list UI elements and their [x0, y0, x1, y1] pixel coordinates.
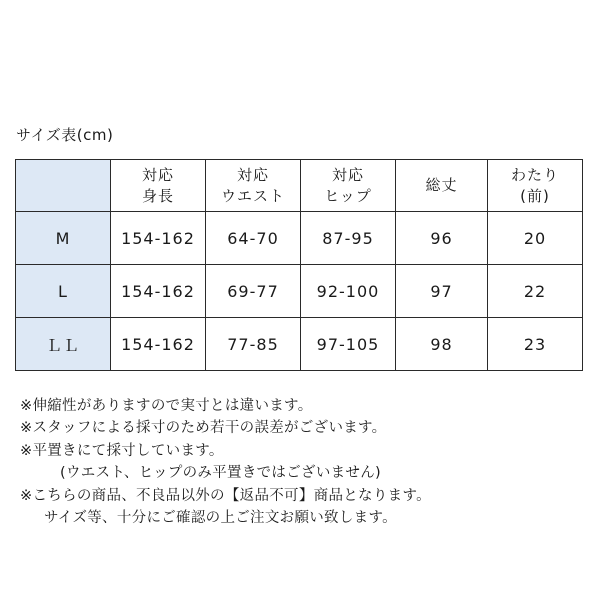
corner-cell: [16, 160, 111, 212]
table-row: [16, 318, 583, 371]
header-height-line2: 身長: [141, 186, 174, 205]
waist-cell: 77-85: [206, 318, 301, 371]
waist-cell: 64-70: [206, 212, 301, 265]
size-label: ＬＬ: [16, 318, 111, 371]
header-hip: [301, 160, 396, 212]
length-cell: 96: [396, 212, 488, 265]
size-label: M: [16, 212, 111, 265]
header-length-line1: 総丈: [425, 176, 458, 194]
note-item: サイズ等、十分にご確認の上ご注文お願い致します。: [44, 510, 397, 527]
length-cell: 97: [396, 265, 488, 318]
length-cell: 98: [396, 318, 488, 371]
page-title: サイズ表(cm): [16, 126, 114, 144]
note-item: ※伸縮性がありますので実寸とは違います。: [20, 398, 313, 414]
note-item: (ウエスト、ヒップのみ平置きではございません): [60, 465, 381, 482]
header-waist-line1: 対応: [236, 165, 269, 184]
header-height: [111, 160, 206, 212]
hip-cell: 87-95: [301, 212, 396, 265]
table-row: [16, 212, 583, 265]
header-thigh: [488, 160, 583, 212]
header-hip-line2: ヒップ: [324, 186, 372, 205]
header-length: [396, 160, 488, 212]
height-cell: 154-162: [111, 318, 206, 371]
thigh-cell: 20: [488, 212, 583, 265]
thigh-cell: 23: [488, 318, 583, 371]
table-row: [16, 265, 583, 318]
notes: [20, 395, 431, 529]
note-item: ※平置きにて採寸しています。: [20, 442, 224, 459]
waist-cell: 69-77: [206, 265, 301, 318]
header-hip-line1: 対応: [331, 165, 364, 184]
header-waist-line2: ウエスト: [220, 186, 285, 205]
header-thigh-line1: わたり: [510, 165, 559, 184]
note-item: ※こちらの商品、不良品以外の【返品不可】商品となります。: [20, 487, 431, 504]
size-label: L: [16, 265, 111, 318]
hip-cell: 97-105: [301, 318, 396, 371]
header-row: [16, 160, 583, 212]
header-waist: [206, 160, 301, 212]
height-cell: 154-162: [111, 265, 206, 318]
size-table: [15, 159, 583, 371]
note-item: ※スタッフによる採寸のため若干の誤差がございます。: [20, 420, 387, 437]
thigh-cell: 22: [488, 265, 583, 318]
height-cell: 154-162: [111, 212, 206, 265]
header-height-line1: 対応: [141, 165, 174, 184]
header-thigh-line2: (前): [520, 186, 550, 205]
hip-cell: 92-100: [301, 265, 396, 318]
